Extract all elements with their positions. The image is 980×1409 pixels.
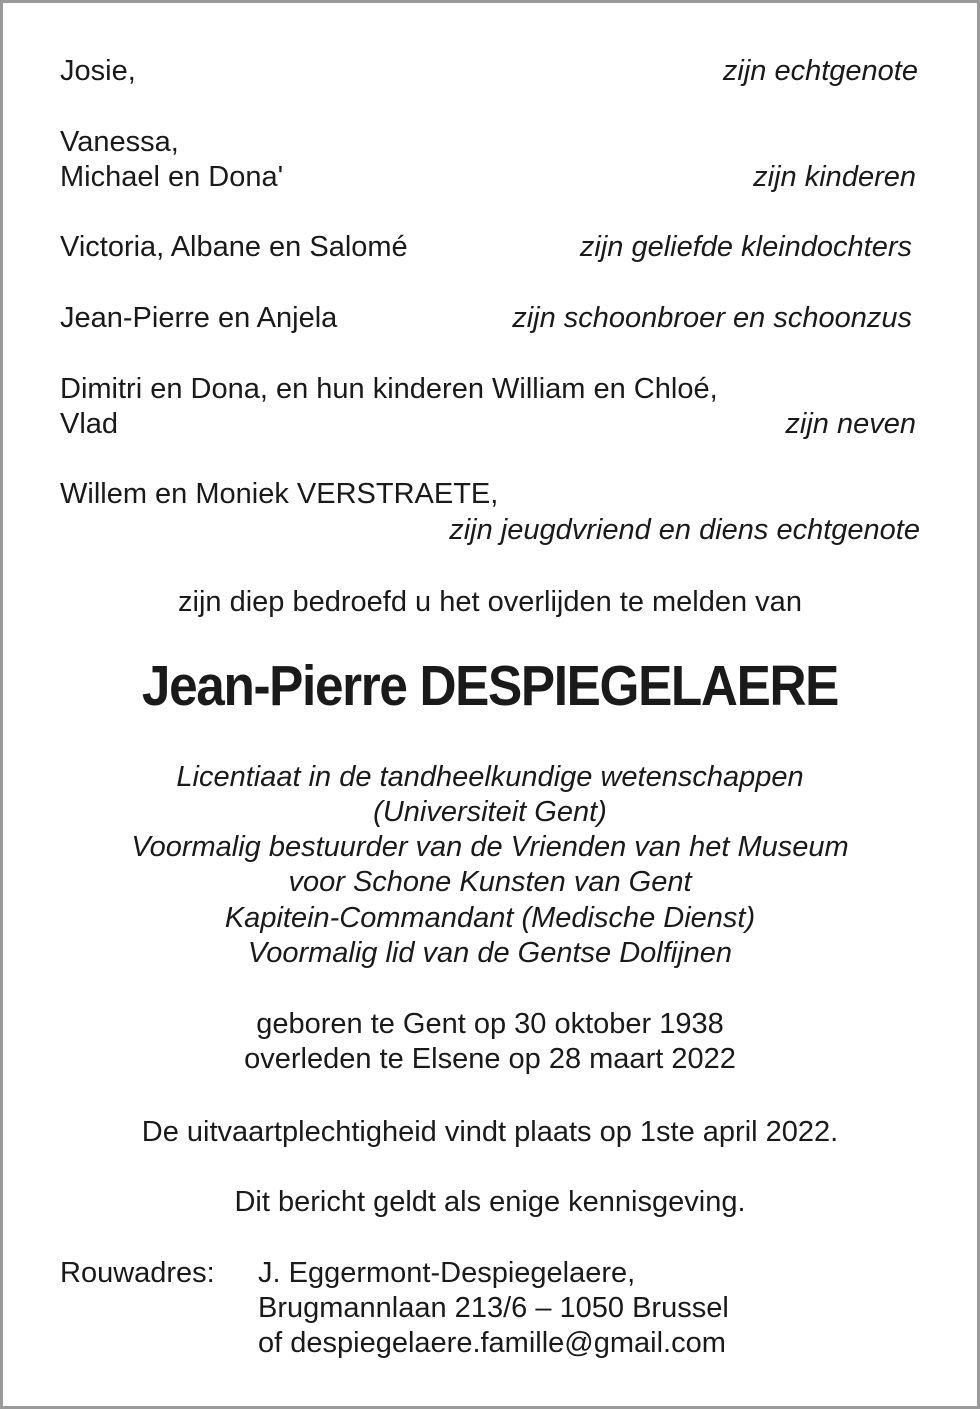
relation-granddaughters: zijn geliefde kleindochters <box>579 231 912 263</box>
title-line: Voormalig lid van de Gentse Dolfijnen <box>247 937 733 969</box>
title-line: (Universiteit Gent) <box>373 796 607 828</box>
birth-info: geboren te Gent op 30 oktober 1938 <box>256 1008 724 1040</box>
family-name-vanessa: Vanessa, <box>60 126 179 158</box>
address-email: of despiegelaere.famille@gmail.com <box>258 1327 726 1359</box>
relation-cousins: zijn neven <box>785 408 916 440</box>
family-name-granddaughters: Victoria, Albane en Salomé <box>60 231 408 263</box>
relation-spouse: zijn echtgenote <box>722 55 918 87</box>
family-name-verstraete: Willem en Moniek VERSTRAETE, <box>60 478 499 510</box>
relation-friend: zijn jeugdvriend en diens echtgenote <box>449 514 920 546</box>
relation-in-laws: zijn schoonbroer en schoonzus <box>512 302 912 334</box>
family-name-josie: Josie, <box>60 55 136 87</box>
address-label: Rouwadres: <box>60 1257 215 1289</box>
title-line: Licentiaat in de tandheelkundige wetenschappen <box>176 761 804 793</box>
family-name-dimitri: Dimitri en Dona, en hun kinderen William en Chloé, <box>60 373 718 405</box>
notice-text: Dit bericht geldt als enige kennisgeving. <box>234 1186 746 1218</box>
title-line: Kapitein-Commandant (Medische Dienst) <box>224 902 756 934</box>
family-name-in-laws: Jean-Pierre en Anjela <box>60 302 338 334</box>
address-line: Brugmannlaan 213/6 – 1050 Brussel <box>258 1292 729 1324</box>
family-name-michael: Michael en Dona' <box>60 161 284 193</box>
announcement-text: zijn diep bedroefd u het overlijden te melden van <box>178 586 802 618</box>
address-line: J. Eggermont-Despiegelaere, <box>258 1257 636 1289</box>
relation-children: zijn kinderen <box>753 161 916 193</box>
deceased-name: Jean-Pierre DESPIEGELAERE <box>141 654 839 718</box>
funeral-info: De uitvaartplechtigheid vindt plaats op 1ste april 2022. <box>141 1116 839 1148</box>
family-name-vlad: Vlad <box>60 408 119 440</box>
death-info: overleden te Elsene op 28 maart 2022 <box>244 1043 736 1075</box>
title-line: voor Schone Kunsten van Gent <box>288 866 692 898</box>
title-line: Voormalig bestuurder van de Vrienden van het Museum <box>131 831 849 863</box>
